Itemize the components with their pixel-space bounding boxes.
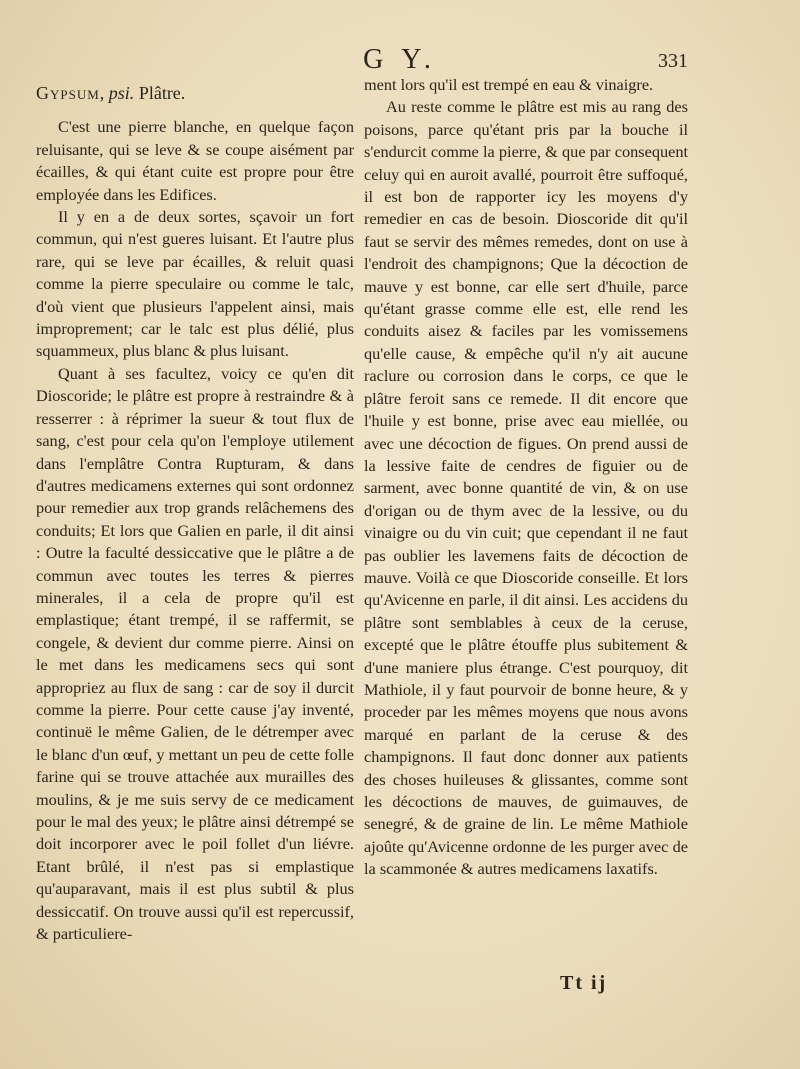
paragraph: Il y en a de deux sortes, sçavoir un fort commun, qui n'est gueres luisant. Et l'autre plus rare, qui se leve par écailles, & reluit quasi comme la pierre speculaire ou comme le talc, d'où vient que plusieurs l'appelent ainsi, mais improprement; car le talc est plus délié, plus squammeux, plus blanc & plus luisant. — [36, 207, 354, 361]
entry-abbreviation: psi. — [108, 83, 135, 103]
paragraph: C'est une pierre blanche, en quelque façon reluisante, qui se leve & se coupe aisément par écailles, & qui étant cuite est propre pour être employée dans les Edifices. — [36, 117, 354, 204]
entry-title: Gypsum, psi. Plâtre. — [36, 83, 186, 103]
running-head: G Y. — [363, 44, 437, 75]
right-column — [364, 74, 688, 881]
signature-mark: Tt ij — [560, 972, 608, 994]
paragraph-continued: ment lors qu'il est trempé en eau & vinaigre. — [364, 75, 654, 94]
entry-word: Gypsum — [36, 83, 100, 103]
left-column — [36, 74, 354, 945]
page-number: 331 — [658, 50, 688, 72]
paragraph: Au reste comme le plâtre est mis au rang des poisons, parce qu'étant pris par la bouche il s'endurcit comme la pierre, & que par consequent celuy qui en auroit avallé, pourroit être suffoqué, il est bon de rapporter icy les moyens d'y remedier en cas de besoin. Dioscoride dit qu'il faut se servir des mêmes remedes, dont on use à l'endroit des champignons; Que la décoction de mauve y est bonne, car elle sert d'huile, parce qu'étant grasse comme elle est, elle rend les conduits aisez & faciles par les vomissemens qu'elle cause, & empêche qu'il n'y ait aucune raclure ou corrosion dans le corps, ce que le plâtre feroit sans ce remede. Il dit encore que l'huile y est bonne, prise avec eau miellée, ou avec une décoction de figues. On prend aussi de la lessive faite de cendres de figuier ou de sarment, avec bonne quantité de vin, & on use d'origan ou de thym avec de la lessive, ou du vinaigre ou du vin cuit; que cependant il ne faut pas oublier les lavemens faits de décoction de mauve. Voilà ce que Dioscoride conseille. Et lors qu'Avicenne en parle, il dit ainsi. Les accidens du plâtre sont semblables à ceux de la ceruse, excepté que le plâtre étouffe plus subitement & d'une maniere plus étrange. C'est pourquoy, dit Mathiole, il y faut pourvoir de bonne heure, & y proceder par les mêmes moyens que nous avons marqué en parlant de la ceruse & des champignons. Il faut donc donner aux patients des choses huileuses & glissantes, comme sont les décoctions de mauves, de guimauves, de senegré, & de graine de lin. Le même Mathiole ajoûte qu'Avicenne ordonne de les purger avec de la scammonée & autres medicamens laxatifs. — [364, 97, 688, 879]
paragraph: Quant à ses facultez, voicy ce qu'en dit Dioscoride; le plâtre est propre à restraindre & à resserrer : à réprimer la sueur & tout flux de sang, c'est pour cela qu'on l'employe utilement dans l'emplâtre Contra Rupturam, & dans d'autres medicamens externes qui sont ordonnez pour remedier aux trop grands relâchemens des conduits; Et lors que Galien en parle, il dit ainsi : Outre la faculté dessiccative que le plâtre a de commun avec toutes les terres & pierres minerales, il a cela de propre qu'il est emplastique; étant trempé, il se raffermit, se congele, & devient dur comme pierre. Ainsi on le met dans les medicamens secs qui sont appropriez au flux de sang : car de soy il durcit comme la pierre. Pour cette cause j'ay inventé, continuë le même Galien, de le détremper avec le blanc d'un œuf, y mettant un peu de cette folle farine qui se trouve attachée aux murailles des moulins, & je me suis servy de ce medicament pour le mal des yeux; le plâtre ainsi détrempé se doit incorporer avec le poil follet d'un liévre. Etant brûlé, il n'est pas si emplastique qu'auparavant, mais il est plus subtil & plus dessiccatif. On trouve aussi qu'il est repercussif, & particuliere- — [36, 363, 354, 944]
entry-french: Plâtre. — [138, 83, 186, 103]
